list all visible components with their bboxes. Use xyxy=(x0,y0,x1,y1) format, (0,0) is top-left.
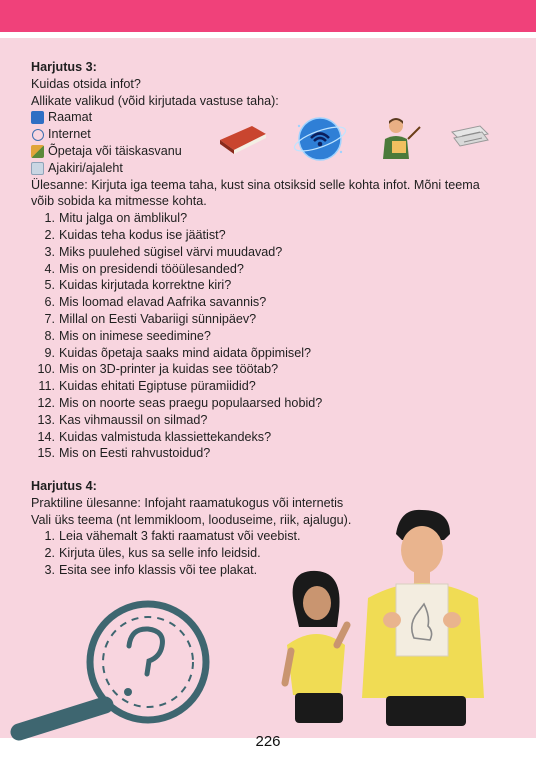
list-item: 3. Esita see info klassis või tee plakat. xyxy=(44,562,258,577)
exercise-3-title: Harjutus 3: xyxy=(31,60,97,74)
page-number: 226 xyxy=(255,733,281,750)
magnifier-illustration xyxy=(5,592,230,742)
list-item: 2. Kuidas teha kodus ise jäätist? xyxy=(44,227,226,242)
top-banner xyxy=(0,0,536,32)
man-illustration xyxy=(358,508,498,730)
exercise-3-question: Kuidas otsida infot? xyxy=(31,76,141,91)
source-item-newspaper xyxy=(31,160,531,177)
list-item: 1. Mitu jalga on ämblikul? xyxy=(44,211,188,226)
book-illustration xyxy=(216,120,268,156)
globe-illustration xyxy=(291,112,349,166)
source-label: Raamat xyxy=(48,110,93,125)
list-item: 4. Mis on presidendi tööülesanded? xyxy=(44,261,244,276)
list-item: 5. Kuidas kirjutada korrektne kiri? xyxy=(44,278,232,293)
list-item: 12. Mis on noorte seas praegu populaarsed hobid? xyxy=(37,395,323,410)
list-item: 3. Miks puulehed sügisel värvi muudavad? xyxy=(44,244,283,259)
list-item: 1. Leia vähemalt 3 fakti raamatust või veebist. xyxy=(44,529,301,544)
list-item: 9. Kuidas õpetaja saaks mind aidata õppimisel? xyxy=(44,345,312,360)
newspaper-illustration xyxy=(450,124,490,152)
source-label: Õpetaja või täiskasvanu xyxy=(48,143,182,158)
girl-illustration xyxy=(281,565,361,731)
list-item: 6. Mis loomad elavad Aafrika savannis? xyxy=(44,295,267,310)
topic-list xyxy=(31,210,531,462)
task-line-1: Ülesanne: Kirjuta iga teema taha, kust sina otsiksid selle kohta infot. Mõni teema xyxy=(31,177,480,192)
book-icon xyxy=(31,111,44,124)
task-line-2: võib sobida ka mitmesse kohta. xyxy=(31,194,207,209)
list-item: 8. Mis on inimese seedimine? xyxy=(44,328,211,343)
exercise-3 xyxy=(31,59,531,462)
newspaper-icon xyxy=(31,162,44,175)
sources-intro: Allikate valikud (võid kirjutada vastuse taha): xyxy=(31,93,279,108)
globe-icon xyxy=(32,129,44,141)
list-item: 14. Kuidas valmistuda klassiettekandeks? xyxy=(37,429,272,444)
list-item: 13. Kas vihmaussil on silmad? xyxy=(37,412,208,427)
list-item: 7. Millal on Eesti Vabariigi sünnipäev? xyxy=(44,311,257,326)
teacher-icon xyxy=(31,145,44,158)
source-label: Internet xyxy=(48,127,91,142)
source-label: Ajakiri/ajaleht xyxy=(48,160,123,175)
exercise-4-line-1: Praktiline ülesanne: Infojaht raamatukogus või internetis xyxy=(31,495,344,510)
list-item: 2. Kirjuta üles, kus sa selle info leidsid. xyxy=(44,546,261,561)
list-item: 10. Mis on 3D-printer ja kuidas see töötab? xyxy=(37,362,279,377)
list-item: 15. Mis on Eesti rahvustoidud? xyxy=(37,446,211,461)
exercise-4-line-2: Vali üks teema (nt lemmikloom, looduseime, riik, ajalugu). xyxy=(31,512,352,527)
exercise-4-title: Harjutus 4: xyxy=(31,479,97,493)
teacher-illustration xyxy=(378,115,424,161)
list-item: 11. Kuidas ehitati Egiptuse püramiidid? xyxy=(38,379,256,394)
